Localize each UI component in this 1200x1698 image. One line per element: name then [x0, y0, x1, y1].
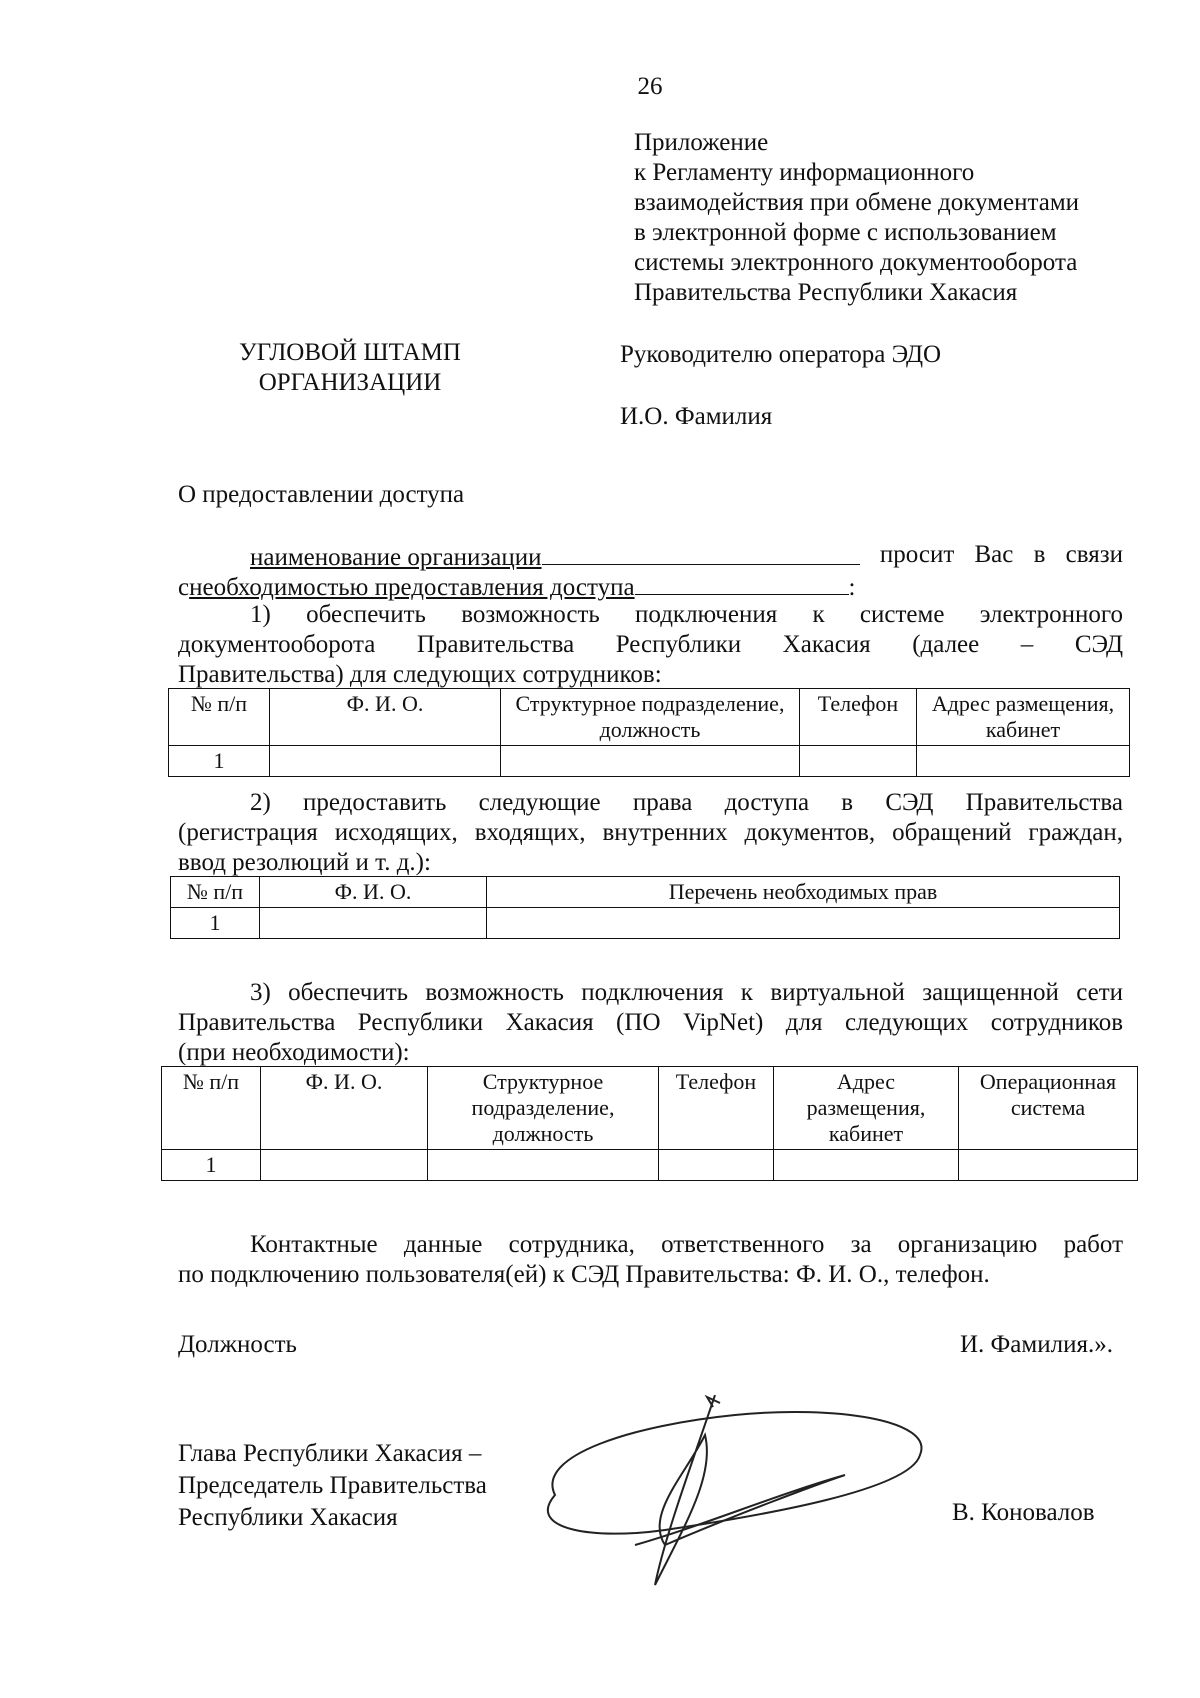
header-cell: Телефон [659, 1067, 774, 1150]
org-name-field: наименование организации [250, 544, 542, 571]
table-row [169, 746, 1130, 777]
table-cell [487, 908, 1120, 939]
contact-line: по подключению пользователя(ей) к СЭД Правительства: Ф. И. О., телефон. [178, 1261, 990, 1288]
recipient-title: Руководителю оператора ЭДО [620, 341, 942, 368]
item2-line3: ввод резолюций и т. д.): [178, 849, 431, 876]
table-header-row [171, 877, 1120, 908]
table-header-row [162, 1067, 1138, 1150]
table-cell [917, 746, 1130, 777]
appendix-line: к Регламенту информационного [634, 159, 975, 186]
item1-line2: документооборота Правительства Республики Хакасия (далее – СЭД [178, 631, 1123, 658]
appendix-line: взаимодействия при обмене документами [634, 189, 1080, 216]
header-cell: Структурное подразделение, должность [428, 1067, 659, 1150]
header-cell: Ф. И. О. [260, 877, 487, 908]
request-asks: просит Вас в связи [879, 541, 1123, 568]
table-cell [659, 1150, 774, 1181]
request-line-1 [178, 540, 1123, 573]
table-cell [270, 746, 501, 777]
table-row [171, 908, 1120, 939]
table-cell: 1 [162, 1150, 261, 1181]
request-prefix: с [178, 574, 190, 601]
table-cell [501, 746, 800, 777]
header-cell: Адрес размещения, кабинет [917, 689, 1130, 746]
contact-paragraph [178, 1230, 1123, 1290]
item3-line1: 3) обеспечить возможность подключения к виртуальной защищенной сети [250, 979, 1123, 1006]
header-cell: № п/п [171, 877, 260, 908]
table-cell [260, 908, 487, 939]
org-name-blank [542, 540, 860, 565]
head-title-line: Республики Хакасия [178, 1504, 398, 1531]
stamp-line: ОРГАНИЗАЦИИ [258, 369, 442, 396]
head-title [178, 1438, 487, 1534]
request-line-2 [178, 570, 1123, 603]
header-cell: Адрес размещения, кабинет [774, 1067, 959, 1150]
table-connection [168, 688, 1130, 777]
reason-colon: : [848, 574, 856, 601]
table-header-row [169, 689, 1130, 746]
appendix-header [634, 128, 1134, 308]
reason-blank [635, 570, 849, 595]
table-vipnet [161, 1066, 1138, 1181]
head-title-line: Председатель Правительства [178, 1472, 487, 1499]
table-cell [774, 1150, 959, 1181]
table-cell: 1 [171, 908, 260, 939]
subject-line: О предоставлении доступа [178, 481, 465, 508]
stamp-line: УГЛОВОЙ ШТАМП [239, 339, 461, 366]
header-cell: Структурное подразделение, должность [501, 689, 800, 746]
header-cell: № п/п [162, 1067, 261, 1150]
page-number: 26 [637, 73, 663, 100]
header-cell: Операционная система [959, 1067, 1138, 1150]
recipient-name: И.О. Фамилия [620, 403, 773, 430]
table-cell [959, 1150, 1138, 1181]
table-row [162, 1150, 1138, 1181]
item3-line2: Правительства Республики Хакасия (ПО VipNet) для следующих сотрудников [178, 1009, 1123, 1036]
item3-line3: (при необходимости): [178, 1039, 410, 1066]
appendix-line: Приложение [634, 129, 769, 156]
appendix-line: Правительства Республики Хакасия [634, 279, 1018, 306]
item1-line3: Правительства) для следующих сотрудников: [178, 661, 662, 688]
sign-name: И. Фамилия.». [960, 1331, 1113, 1358]
handwritten-signature [515, 1395, 935, 1595]
item1-line1: 1) обеспечить возможность подключения к системе электронного [250, 601, 1123, 628]
head-title-line: Глава Республики Хакасия – [178, 1440, 482, 1467]
sign-position: Должность [178, 1331, 297, 1358]
head-name: В. Коновалов [952, 1499, 1095, 1526]
item2-line1: 2) предоставить следующие права доступа в СЭД Правительства [250, 789, 1123, 816]
header-cell: Ф. И. О. [270, 689, 501, 746]
appendix-line: системы электронного документооборота [634, 249, 1078, 276]
table-rights [170, 876, 1120, 939]
header-cell: Перечень необходимых прав [487, 877, 1120, 908]
table-cell: 1 [169, 746, 270, 777]
header-cell: Телефон [800, 689, 917, 746]
corner-stamp [200, 338, 500, 398]
header-cell: № п/п [169, 689, 270, 746]
contact-line: Контактные данные сотрудника, ответственного за организацию работ [250, 1231, 1123, 1258]
signature-stroke [635, 1395, 845, 1585]
table-cell [428, 1150, 659, 1181]
appendix-line: в электронной форме с использованием [634, 219, 1057, 246]
table-cell [261, 1150, 428, 1181]
header-cell: Ф. И. О. [261, 1067, 428, 1150]
reason-field: необходимостью предоставления доступа [189, 574, 635, 601]
item2-line2: (регистрация исходящих, входящих, внутренних документов, обращений граждан, [178, 819, 1123, 846]
table-cell [800, 746, 917, 777]
